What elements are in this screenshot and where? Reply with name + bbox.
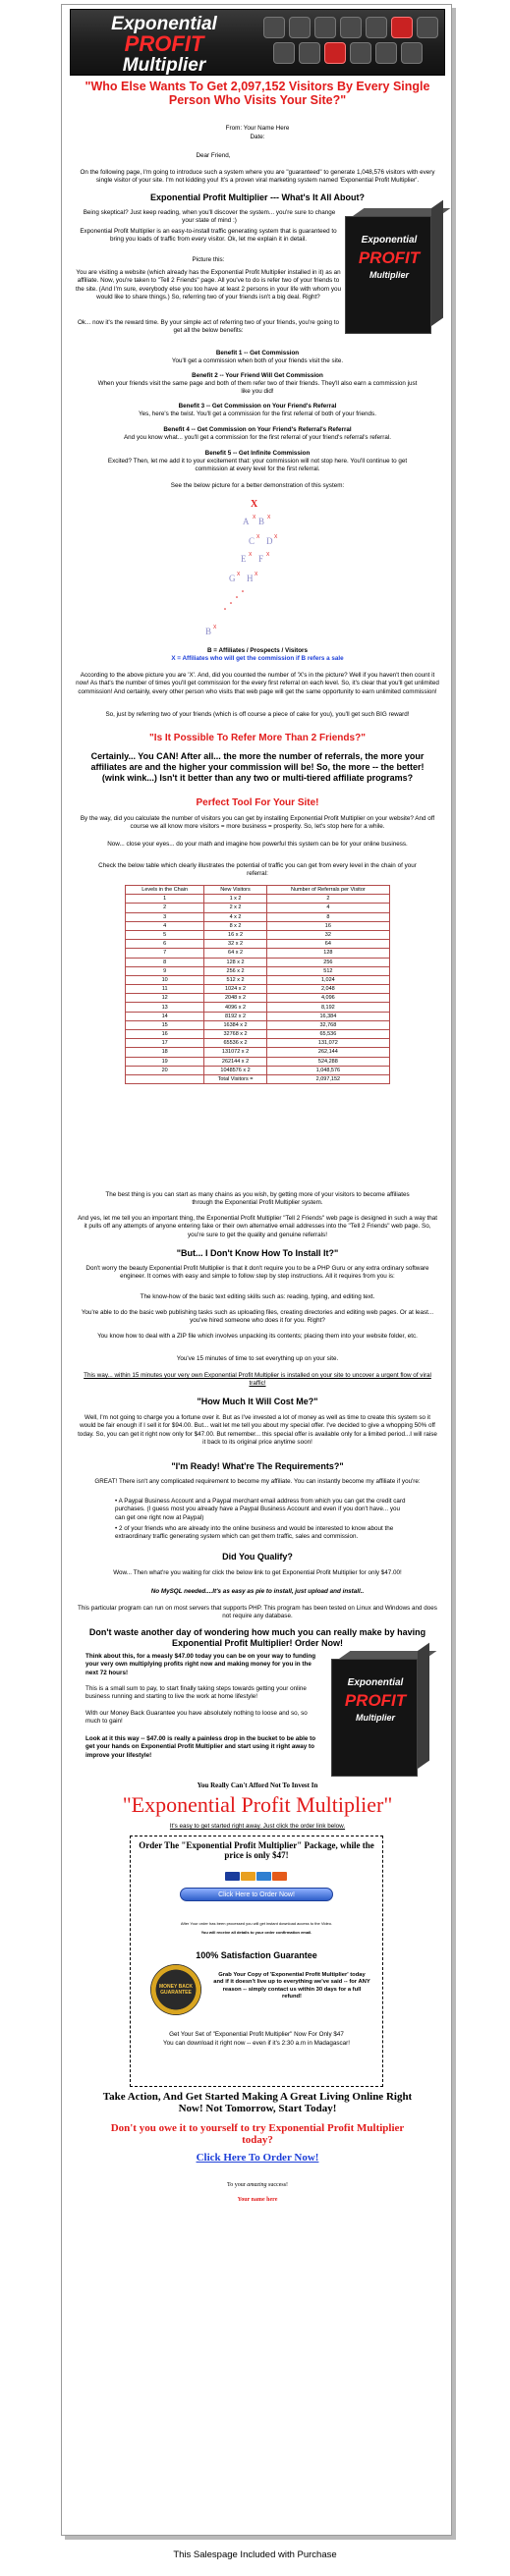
requirement-1: • A Paypal Business Account and a Paypal merchant email address from which you can get the credit card purchases. (I guess most you already have a Paypal Business Account and even if you don't have... you can get one right now at Paypal): [115, 1498, 406, 1521]
fifteen-minutes-paragraph: You've 15 minutes of time to set everything up on your site.: [176, 1355, 339, 1362]
diagram-sup-x2: X: [267, 515, 271, 521]
easy-start-line: It's easy to get started right away. Just click the order link below.: [169, 1823, 346, 1830]
diagram-dot-4: [224, 608, 226, 610]
table-cell: 131,072: [266, 1039, 389, 1048]
benefit-2-text: When your friends visit the same page and both of them refer two of their friends. They'll also earn a commission just like you did!: [97, 380, 418, 396]
intro-paragraph: On the following page, I'm going to introduce such a system where you are "guaranteed" to generate 1,048,576 visitors with every single visitor of your site. I'm not kidding you! It's a proven viral marketing system named 'Exponential Profit Multiplier'.: [80, 169, 435, 185]
get-yours-line: Get Your Set of "Exponential Profit Multiplier" Now For Only $47: [169, 2031, 344, 2038]
table-cell: 128 x 2: [204, 958, 266, 966]
table-cell: 1 x 2: [204, 895, 266, 904]
benefit-4-title: Benefit 4 -- Get Commission on Your Friend's Referral's Referral: [163, 426, 352, 433]
diagram-node-f: F: [258, 554, 264, 564]
card-logo-1: [225, 1872, 240, 1881]
waiting-paragraph: Wow... Then what're you waiting for click the below link to get Exponential Profit Multiplier for only $47.00!: [113, 1569, 402, 1576]
table-cell: 524,288: [266, 1057, 389, 1066]
credit-card-logos: [225, 1872, 288, 1881]
table-cell: 64: [266, 940, 389, 949]
table-intro: Check the below table which clearly illustrates the potential of traffic you can get from every level in the chain of your referral:: [98, 862, 417, 878]
table-cell: 1,024: [266, 975, 389, 984]
seal-text: MONEY BACK GUARANTEE: [158, 1984, 194, 1996]
table-row: [126, 966, 390, 975]
table-cell: 32768 x 2: [204, 1030, 266, 1039]
table-row: [126, 940, 390, 949]
table-row: [126, 1066, 390, 1074]
table-cell: 32: [266, 930, 389, 939]
table-cell: 11: [126, 985, 204, 994]
banner-line2: PROFIT: [124, 31, 204, 56]
table-row: [126, 994, 390, 1003]
box2-title-2: PROFIT: [344, 1691, 407, 1710]
table-cell: 5: [126, 930, 204, 939]
table-cell: 32,768: [266, 1020, 389, 1029]
table-row: [126, 912, 390, 921]
box2-title-1: Exponential: [347, 1677, 404, 1688]
diagram-legend-2: X = Affiliates who will get the commission if B refers a sale: [171, 655, 344, 662]
table-header-cell: Levels in the Chain: [126, 886, 204, 895]
table-cell: 64 x 2: [204, 949, 266, 958]
box-title-3: Multiplier: [369, 270, 409, 280]
table-row: [126, 930, 390, 939]
diagram-sup-x1: X: [253, 515, 256, 521]
table-cell: 18: [126, 1048, 204, 1057]
cant-afford-line: You Really Can't Afford Not To Invest In: [197, 1781, 318, 1789]
table-cell: 13: [126, 1003, 204, 1012]
banner-line3: Multiplier: [122, 55, 206, 76]
table-cell: 15: [126, 1020, 204, 1029]
table-cell: 262144 x 2: [204, 1057, 266, 1066]
section-title-about: Exponential Profit Multiplier --- What's It All About?: [150, 192, 365, 202]
certainly-answer: Certainly... You CAN! After all... the more the number of referrals, the more your affiliates are and the higher your commission will be! So, the more -- the better! (wink wink...) Isn't it better than any two or multi-tiered affiliate programs?: [90, 751, 425, 783]
guarantee-text: Grab Your Copy of 'Exponential Profit Multiplier' today and if it doesn't live up to everything we've said -- for ANY reason -- simply contact us within 30 days for a full refund!: [213, 1972, 370, 2001]
order-box-title: Order The "Exponential Profit Multiplier" Package, while the price is only $47!: [139, 1840, 374, 1860]
benefit-5-title: Benefit 5 -- Get Infinite Commission: [204, 450, 311, 457]
servers-paragraph: This particular program can run on most servers that supports PHP. This program has been tested on Linux and Windows and does not require any database.: [78, 1605, 437, 1620]
table-row: [126, 904, 390, 912]
table-cell: 256 x 2: [204, 966, 266, 975]
table-cell: 2 x 2: [204, 904, 266, 912]
table-row: [126, 975, 390, 984]
referral-table: [125, 885, 390, 1084]
table-cell: 4: [126, 921, 204, 930]
table-cell: 7: [126, 949, 204, 958]
take-action-heading: Take Action, And Get Started Making A Great Living Online Right Now! Not Tomorrow, Start Today!: [102, 2091, 413, 2114]
reward-paragraph: Ok... now it's the reward time. By your simple act of referring two of your friends, you're going to get all the below benefits:: [78, 319, 339, 335]
table-cell: 512: [266, 966, 389, 975]
table-cell: 32 x 2: [204, 940, 266, 949]
success-line: [76, 2181, 439, 2189]
table-row: [126, 949, 390, 958]
qualify-heading: Did You Qualify?: [222, 1552, 293, 1562]
about-paragraph: Exponential Profit Multiplier is an easy-to-install traffic generating system that is guaranteed to bring you loads of traffic from every visitor. Ok, let me explain it in detail.: [80, 228, 337, 244]
product-name-large: "Exponential Profit Multiplier": [122, 1792, 393, 1817]
from-line: From: Your Name Here: [225, 125, 290, 132]
table-cell: 9: [126, 966, 204, 975]
diagram-node-b: B: [258, 517, 265, 526]
benefit-5-text: Excited? Then, let me add it to your excitement that: your commission will not stop here. You'll continue to get commission at every level for the first referral.: [107, 458, 408, 473]
table-cell: 2,048: [266, 985, 389, 994]
download-line: You can download it right now -- even if it's 2:30 a.m in Madagascar!: [163, 2040, 350, 2047]
diagram-dot-2: [236, 596, 238, 598]
box-title-2: PROFIT: [358, 248, 421, 267]
product-box-image-2: [331, 1651, 429, 1777]
table-cell: 65,536: [266, 1030, 389, 1039]
owe-yourself-heading: Don't you owe it to yourself to try Exponential Profit Multiplier today?: [110, 2122, 405, 2146]
signature: Your name here: [237, 2197, 278, 2203]
table-total-label: Total Visitors =: [204, 1074, 266, 1083]
benefit-1-title: Benefit 1 -- Get Commission: [215, 350, 300, 356]
diagram-sup-x6: X: [266, 552, 270, 558]
table-cell: 8192 x 2: [204, 1012, 266, 1020]
install-heading: "But... I Don't Know How To Install It?": [176, 1248, 339, 1258]
table-row: [126, 921, 390, 930]
know-how-paragraph: The know-how of the basic text editing skills such as: reading, typing, and editing text.: [140, 1293, 375, 1300]
counting-paragraph: According to the above picture you are 'X'. And, did you counted the number of 'X's in the picture? Well if you haven't then count it now! As that's the number of times you'll get commission for the every first referral on each level. So, it's clear that you'll get unlimited commission! And certainly, every other person who visits that web page will get the same opportunity to earn unlimited commission!: [76, 672, 439, 695]
table-cell: 16: [126, 1030, 204, 1039]
page-caption: This Salespage Included with Purchase: [173, 2549, 337, 2560]
table-cell: 16: [266, 921, 389, 930]
table-cell: 10: [126, 975, 204, 984]
table-cell: 65536 x 2: [204, 1039, 266, 1048]
table-header-cell: Number of Referrals per Visitor: [266, 886, 389, 895]
table-cell: 1024 x 2: [204, 985, 266, 994]
cost-paragraph: Well, I'm not going to charge you a fortune over it. But as I've invested a lot of money as well as time to create this system so it would be fair enough if I sell it for $94.00. But... wait let me tell you about my special offer. I've decided to give a whopping 50% off today. So, you can get it right now only for $47.00. But remember... this special offer is available only for a limited period...I will raise it back to its original price anytime soon!: [78, 1414, 437, 1447]
table-header-cell: New Visitors: [204, 886, 266, 895]
salespage: [61, 4, 452, 2536]
benefit-3-title: Benefit 3 -- Get Commission on Your Friend's Referral: [178, 403, 337, 410]
diagram-legend-1: B = Affiliates / Prospects / Visitors: [206, 647, 308, 654]
keyboard-keys-graphic: [263, 15, 438, 70]
table-cell: 131072 x 2: [204, 1048, 266, 1057]
requirements-heading: "I'm Ready! What're The Requirements?": [171, 1461, 344, 1471]
table-cell: 256: [266, 958, 389, 966]
referral-diagram: [194, 497, 312, 644]
this-way-paragraph: This way... within 15 minutes your very own Exponential Profit Multiplier is installed on your site to uncover a urgent flow of viral traffic!: [84, 1372, 431, 1388]
table-cell: 2: [126, 904, 204, 912]
diagram-node-d: D: [266, 536, 273, 546]
date-line: Date:: [250, 134, 265, 140]
chains-paragraph: The best thing is you can start as many chains as you wish, by getting more of your visitors to become affiliates through the Exponential Profit Multiplier system.: [105, 1191, 410, 1207]
table-total-row: [126, 1074, 390, 1083]
card-logo-3: [256, 1872, 271, 1881]
table-cell: 512 x 2: [204, 975, 266, 984]
requirements-paragraph: GREAT! There isn't any complicated requirement to become my affiliate. You can instantly become my affiliate if you're:: [94, 1478, 421, 1485]
money-back-seal: [150, 1964, 201, 2015]
table-total-value: 2,097,152: [266, 1074, 389, 1083]
order-now-button[interactable]: Click Here to Order Now!: [180, 1888, 333, 1901]
picture-this: Picture this:: [192, 256, 225, 263]
diagram-dot-1: [242, 590, 244, 592]
order-box: [130, 1836, 383, 2087]
table-cell: 16,384: [266, 1012, 389, 1020]
no-mysql-paragraph: No MySQL needed....It's as easy as pie to install, just upload and install..: [150, 1588, 365, 1595]
satisfaction-guarantee: 100% Satisfaction Guarantee: [196, 1950, 317, 1960]
table-cell: 1: [126, 895, 204, 904]
box2-title-3: Multiplier: [356, 1713, 395, 1723]
table-row: [126, 1020, 390, 1029]
guarantee-paragraph: With our Money Back Guarantee you have absolutely nothing to loose and so, so much to gain!: [85, 1710, 308, 1726]
diagram-node-c: C: [249, 536, 255, 546]
close-eyes-paragraph: Now... close your eyes... do your math and imagine how powerful this system can be for your online business.: [107, 841, 408, 848]
table-cell: 8,192: [266, 1003, 389, 1012]
table-cell: 6: [126, 940, 204, 949]
diagram-sup-x7: X: [237, 572, 241, 577]
table-cell: 17: [126, 1039, 204, 1048]
table-cell: 8: [266, 912, 389, 921]
table-cell: 4 x 2: [204, 912, 266, 921]
success-text: To your: [226, 2182, 248, 2188]
diagram-node-b-bottom: B: [205, 627, 212, 636]
table-row: [126, 985, 390, 994]
benefit-4-text: And you know what... you'll get a commission for the first referral of your friend's referral's referral.: [123, 434, 392, 441]
table-row: [126, 1039, 390, 1048]
table-cell: 2048 x 2: [204, 994, 266, 1003]
success-emphasis: amazing: [247, 2182, 267, 2188]
table-row: [126, 1003, 390, 1012]
diagram-sup-x8: X: [255, 572, 258, 577]
header-banner: [70, 9, 445, 76]
main-headline: "Who Else Wants To Get 2,097,152 Visitors By Every Single Person Who Visits Your Site?": [85, 80, 430, 107]
benefit-3-text: Yes, here's the twist. You'll get a commission for the first referral of both of your friends.: [139, 411, 376, 417]
think-about-paragraph: Think about this, for a measly $47.00 today you can be on your way to funding your very own multiplying profits right now and making money for you in the next 72 hours!: [85, 1653, 316, 1676]
cost-heading: "How Much It Will Cost Me?": [197, 1397, 318, 1406]
skeptical-paragraph: Being skeptical? Just keep reading, when you'll discover the system... you're sure to change your state of mind :): [83, 209, 336, 225]
table-cell: 20: [126, 1066, 204, 1074]
table-row: [126, 1012, 390, 1020]
table-cell: 4,096: [266, 994, 389, 1003]
big-reward-paragraph: So, just by referring two of your friends (which is off course a piece of cake for you), you'll get such BIG reward!: [105, 711, 410, 718]
table-cell: 4096 x 2: [204, 1003, 266, 1012]
table-cell: 16384 x 2: [204, 1020, 266, 1029]
table-cell: 16 x 2: [204, 930, 266, 939]
diagram-sup-x4: X: [274, 534, 278, 540]
perfect-tool-heading: Perfect Tool For Your Site!: [196, 797, 319, 808]
table-row: [126, 958, 390, 966]
zip-paragraph: You know how to deal with a ZIP file which involves unpacking its contents; placing them into your website folder, etc.: [97, 1333, 418, 1340]
table-cell: 2: [266, 895, 389, 904]
card-logo-2: [241, 1872, 255, 1881]
requirement-2-text: 2 of your friends who are already into the online business and would be interested to know about the extraordinary traffic generating system which can get them traffic, sales and commission.: [115, 1525, 394, 1541]
table-row: [126, 895, 390, 904]
diagram-sup-x9: X: [213, 625, 217, 630]
table-cell: 8 x 2: [204, 921, 266, 930]
table-cell: 8: [126, 958, 204, 966]
table-cell: 19: [126, 1057, 204, 1066]
requirement-1-text: A Paypal Business Account and a Paypal merchant email address from which you can get the credit card purchases. (I guess most you already have a Paypal Business Account and even if you don't have... you can get one right now at Paypal): [115, 1498, 406, 1521]
success-end: success!: [266, 2182, 289, 2188]
table-cell: 262,144: [266, 1048, 389, 1057]
fake-email-paragraph: And yes, let me tell you an important thing, the Exponential Profit Multiplier "Tell 2 Friends" web page is designed in such a way that it pulls off any attempts of anyone entering fake or their own alternative email addresses into the "Tell 2 Friends" web page. So, you're sure to get the quality and genuine referrals!: [77, 1215, 438, 1238]
diagram-node-x: X: [251, 499, 258, 510]
diagram-intro: See the below picture for a better demonstration of this system:: [170, 482, 345, 489]
table-cell: 1,048,576: [266, 1066, 389, 1074]
table-row: [126, 1048, 390, 1057]
web-publishing-paragraph: You're able to do the basic web publishing tasks such as uploading files, creating directories and editing web pages. Or at least... you've hired someone who does it for you. Right?: [81, 1309, 434, 1325]
dont-waste-heading: Don't waste another day of wondering how much you can really make by having Exponential Profit Multiplier! Order Now!: [88, 1627, 426, 1648]
small-sum-paragraph: This is a small sum to pay, to start finally taking steps towards getting your online business running and starting to live the work at home lifestyle!: [85, 1685, 307, 1701]
by-the-way-paragraph: By the way, did you calculate the number of visitors you can get by installing Exponential Profit Multiplier on your website? And off course we all know more visitors = more business = prosperity. So, let's stop here for a while.: [80, 815, 435, 831]
painless-paragraph: Look at it this way -- $47.00 is really a painless drop in the bucket to be able to get your hands on Exponential Profit Multiplier and start using it right away to improve your lifestyle!: [85, 1735, 316, 1759]
order-now-link[interactable]: Click Here To Order Now!: [196, 2152, 319, 2164]
card-logo-4: [272, 1872, 287, 1881]
box-title-1: Exponential: [361, 235, 418, 246]
diagram-node-h: H: [247, 574, 254, 583]
refer-more-question: "Is It Possible To Refer More Than 2 Friends?": [149, 733, 366, 743]
table-cell: 128: [266, 949, 389, 958]
table-cell: 4: [266, 904, 389, 912]
dont-worry-paragraph: Don't worry the beauty Exponential Profit Multiplier is that it don't require you to be a PHP Guru or any extra ordinary software engineer. It comes with easy and simple to follow step by step instructions. All it requires from you is:: [85, 1265, 429, 1281]
table-cell: 14: [126, 1012, 204, 1020]
table-cell: 12: [126, 994, 204, 1003]
diagram-dot-3: [230, 602, 232, 604]
visiting-paragraph: You are visiting a website (which already has the Exponential Profit Multiplier installed in it) as an affiliate. Now, you're taken to "Tell 2 Friends" page. All you've to do is refer two of your friends to the site. (And I'm sure, everybody else you too have at least 2 persons in your life with whom you would like to share things.) So, referring two of your friends isn't a big deal. Right?: [76, 269, 342, 301]
diagram-node-g: G: [229, 574, 236, 583]
banner-line1: Exponential: [111, 14, 217, 34]
order-small-2: You will receive all details to your order confirmation email.: [200, 1930, 312, 1935]
diagram-node-e: E: [241, 554, 247, 564]
diagram-sup-x3: X: [256, 534, 260, 540]
diagram-node-a: A: [243, 517, 250, 526]
table-row: [126, 1057, 390, 1066]
table-cell: [126, 1074, 204, 1083]
table-cell: 3: [126, 912, 204, 921]
table-row: [126, 1030, 390, 1039]
product-box-image: [345, 208, 443, 334]
requirement-2: • 2 of your friends who are already into the online business and would be interested to know about the extraordinary traffic generating system which can get them traffic, sales and commission.: [115, 1525, 394, 1541]
table-cell: 1048576 x 2: [204, 1066, 266, 1074]
order-small-1: After Your order has been processed you will get instant download access to the Video.: [180, 1921, 333, 1926]
benefit-2-title: Benefit 2 -- Your Friend Will Get Commission: [192, 372, 323, 379]
greeting: Dear Friend,: [196, 152, 231, 159]
benefit-1-text: You'll get a commission when both of your friends visit the site.: [171, 357, 344, 364]
diagram-sup-x5: X: [249, 552, 253, 558]
